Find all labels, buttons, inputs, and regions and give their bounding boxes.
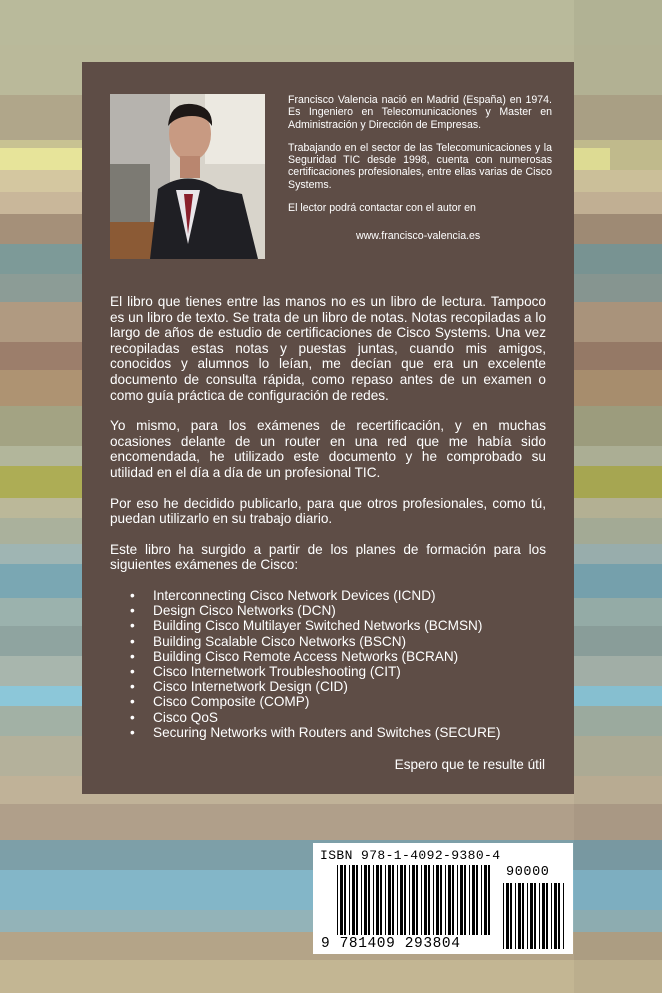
barcode-bar: [551, 883, 552, 949]
barcode-bar: [409, 865, 410, 935]
ean-digits: 9 781409 293804: [321, 936, 461, 952]
barcode-bar: [518, 883, 521, 949]
barcode-bar: [344, 865, 346, 935]
bio-paragraph: El lector podrá contactar con el autor en: [288, 202, 476, 215]
barcode-bar: [356, 865, 358, 935]
exam-list-item: • Design Cisco Networks (DCN): [110, 603, 546, 618]
barcode-bar: [546, 883, 548, 949]
barcode-bar: [515, 883, 516, 949]
barcode-bar: [421, 865, 422, 935]
barcode-bar: [563, 883, 564, 949]
barcode-bar: [416, 865, 418, 935]
barcode-bar: [503, 883, 504, 949]
author-photo: [110, 94, 265, 259]
barcode-bar: [368, 865, 370, 935]
barcode-bar: [433, 865, 434, 935]
barcode-bar: [404, 865, 406, 935]
barcode-bar: [340, 865, 343, 935]
barcode-bar: [530, 883, 533, 949]
barcode-bar: [481, 865, 482, 935]
barcode-bar: [361, 865, 362, 935]
bio-paragraph: Francisco Valencia nació en Madrid (España) en 1974. Es Ingeniero en Telecomunicaciones y Master en Administración y Dirección de Empresas.: [288, 94, 552, 131]
closing-line: Espero que te resulte útil: [394, 757, 545, 772]
barcode-bar: [448, 865, 451, 935]
barcode-bar: [412, 865, 415, 935]
description-paragraph: Este libro ha surgido a partir de los planes de formación para los siguientes exámenes de Cisco:: [110, 541, 546, 573]
barcode-bar: [539, 883, 540, 949]
barcode-bar: [457, 865, 458, 935]
description-paragraph: Por eso he decidido publicarlo, para que otros profesionales, como tú, puedan utilizarlo en su trabajo diario.: [110, 495, 546, 527]
addon-digits: 90000: [506, 865, 550, 880]
barcode-bar: [397, 865, 398, 935]
description-paragraph: Yo mismo, para los exámenes de recertificación, y en muchas ocasiones delante de un router en una red que me había sido encomendada, he utilizado este documento y he comprobado su utilidad en el día a día de un profesional TIC.: [110, 418, 546, 480]
exam-list-item: • Securing Networks with Routers and Switches (SECURE): [110, 725, 546, 740]
barcode-bar: [440, 865, 442, 935]
barcode-bar: [380, 865, 382, 935]
barcode-bar: [527, 883, 528, 949]
barcode-bar: [445, 865, 446, 935]
barcode-bar: [373, 865, 374, 935]
exam-list-item: • Cisco Internetwork Design (CID): [110, 679, 546, 694]
exam-list-item: • Interconnecting Cisco Network Devices (ICND): [110, 588, 546, 603]
barcode-bar: [484, 865, 487, 935]
description-paragraph: El libro que tienes entre las manos no es un libro de lectura. Tampoco es un libro de texto. Se trata de un libro de notas. Notas recopiladas a lo largo de años de estudio de certificaciones de Cisco Systems. Una vez recopiladas estas notas y puestas juntas, cuando mis amigos, conocidos y alumnos lo leían, me decían que era un excelente documento de consulta rápida, como repaso antes de un examen o como guía práctica de configuración de redes.: [110, 294, 546, 403]
barcode-bar: [469, 865, 470, 935]
isbn-barcode: [313, 843, 573, 954]
barcode-bar: [488, 865, 490, 935]
barcode-bar: [392, 865, 394, 935]
exam-list: [110, 588, 546, 740]
barcode-bar: [428, 865, 430, 935]
barcode-bar: [558, 883, 560, 949]
barcode-bar: [349, 865, 350, 935]
barcode-bar: [460, 865, 463, 935]
barcode-bar: [464, 865, 466, 935]
barcode-bar: [554, 883, 557, 949]
barcode-bar: [400, 865, 403, 935]
barcode-bar: [337, 865, 338, 935]
back-cover-panel: [82, 62, 574, 794]
exam-list-item: • Building Cisco Remote Access Networks (BCRAN): [110, 649, 546, 664]
bio-paragraph: Trabajando en el sector de las Telecomunicaciones y la Seguridad TIC desde 1998, cuenta con numerosas certificaciones profesionales, entre ellas varias de Cisco Systems.: [288, 141, 552, 191]
barcode-bar: [436, 865, 439, 935]
exam-list-item: • Building Cisco Multilayer Switched Networks (BCMSN): [110, 618, 546, 633]
barcode-bar: [522, 883, 524, 949]
barcode-bar: [472, 865, 475, 935]
author-website-link[interactable]: www.francisco-valencia.es: [356, 230, 481, 243]
exam-list-item: • Building Scalable Cisco Networks (BSCN): [110, 634, 546, 649]
exam-list-item: • Cisco Internetwork Troubleshooting (CIT): [110, 664, 546, 679]
barcode-bar: [476, 865, 478, 935]
barcode-bar: [385, 865, 386, 935]
barcode-bar: [388, 865, 391, 935]
barcode-bar: [352, 865, 355, 935]
barcode-bar: [506, 883, 509, 949]
barcode-bar: [364, 865, 367, 935]
barcode-bar: [542, 883, 545, 949]
exam-list-item: • Cisco Composite (COMP): [110, 694, 546, 709]
barcode-bar: [424, 865, 427, 935]
barcode-bar: [376, 865, 379, 935]
barcode-bar: [452, 865, 454, 935]
exam-list-item: • Cisco QoS: [110, 710, 546, 725]
isbn-label: ISBN 978-1-4092-9380-4: [320, 848, 501, 863]
book-description: [110, 294, 546, 740]
author-bio: [288, 94, 552, 254]
barcode-bar: [534, 883, 536, 949]
barcode-bar: [510, 883, 512, 949]
